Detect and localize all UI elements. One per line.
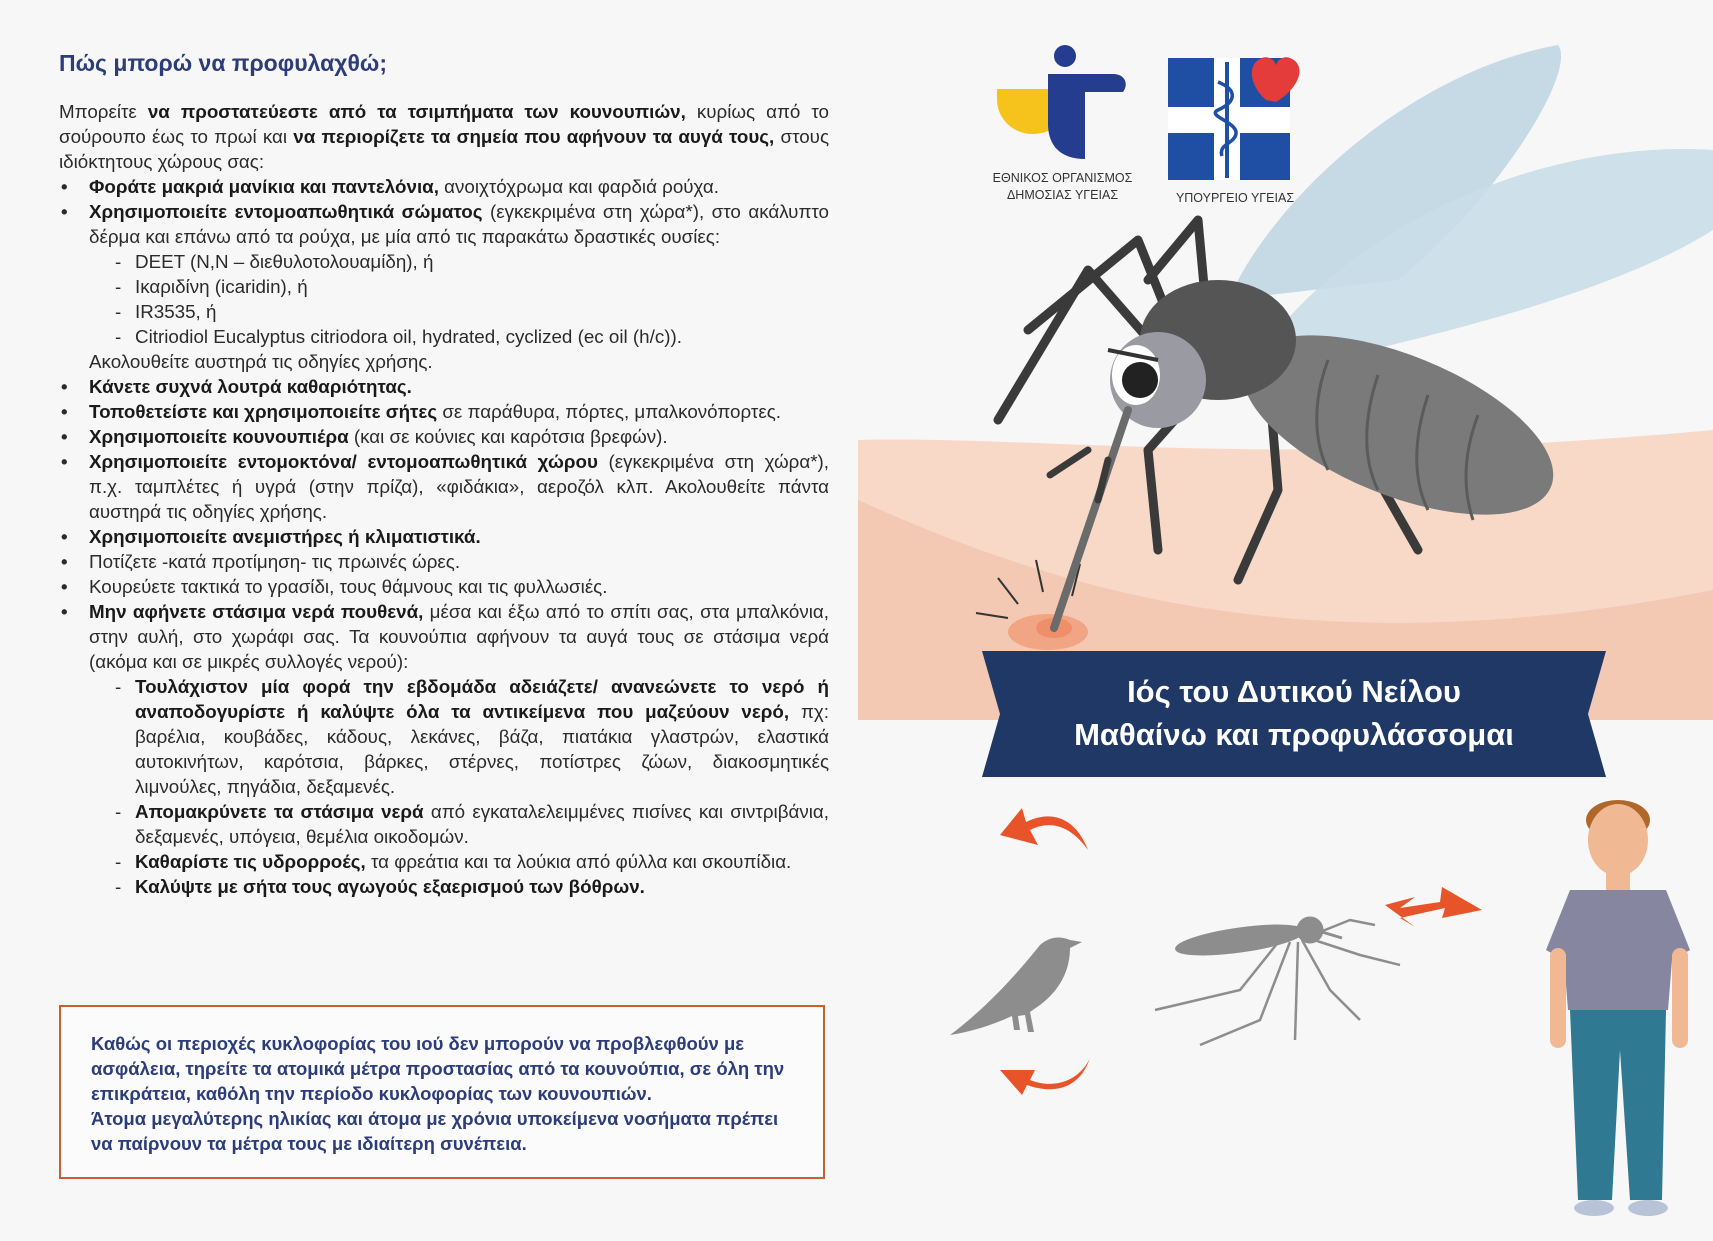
sub-item bbox=[105, 674, 829, 799]
callout-sentence: Καθώς οι περιοχές κυκλοφορίας του ιού δεν μπορούν να προβλεφθούν με ασφάλεια, τηρείτε τα ατομικά μέτρα προστασίας από τα κουνούπια, σε όλη την επικράτεια, καθόλη την περίοδο κυκλοφορίας των κουνουπιών. bbox=[91, 1033, 785, 1104]
arrow-bird-to-mosquito-icon bbox=[1000, 808, 1088, 850]
eody-caption-line: ΕΘΝΙΚΟΣ ΟΡΓΑΝΙΣΜΟΣ bbox=[992, 171, 1133, 185]
item-bold: Τοποθετείστε και χρησιμοποιείτε σήτες bbox=[89, 401, 438, 422]
usage-note: Ακολουθείτε αυστηρά τις οδηγίες χρήσης. bbox=[89, 351, 433, 372]
item-bold: Απομακρύνετε τα στάσιμα νερά bbox=[135, 801, 424, 822]
item-text: (και σε κούνιες και καρότσια βρεφών). bbox=[348, 426, 668, 447]
intro-paragraph bbox=[59, 99, 829, 174]
item-text: τα φρεάτια και τα λούκια από φύλλα και σκουπίδια. bbox=[365, 851, 792, 872]
banner-title-line1: Ιός του Δυτικού Νείλου bbox=[1127, 674, 1461, 709]
item-bold: Κάνετε συχνά λουτρά καθαριότητας. bbox=[89, 376, 412, 397]
sub-item bbox=[105, 874, 829, 899]
ministry-caption: ΥΠΟΥΡΓΕΙΟ ΥΓΕΙΑΣ bbox=[1175, 191, 1295, 205]
repellent-substances-list bbox=[89, 249, 829, 349]
title-banner bbox=[982, 651, 1606, 777]
item-bold: Καθαρίστε τις υδρορροές, bbox=[135, 851, 366, 872]
item-text: μέσα και έξω από το σπίτι σας, στα μπαλκόνια, στην αυλή, στο χωράφι σας. Τα κουνούπια αφήνουν τα αυγά τους σε στάσιμα νερά (ακόμα και σε μικρές συλλογές νερού): bbox=[89, 601, 829, 672]
eody-caption-line: ΔΗΜΟΣΙΑΣ ΥΓΕΙΑΣ bbox=[1006, 188, 1119, 202]
item-bold: Φοράτε μακριά μανίκια και παντελόνια, bbox=[89, 176, 439, 197]
item-text: σε παράθυρα, πόρτες, μπαλκονόπορτες. bbox=[437, 401, 781, 422]
list-item bbox=[59, 199, 829, 374]
item-text: (εγκεκριμένα στη χώρα*), π.χ. ταμπλέτες ή υγρά (στην πρίζα), «φιδάκια», αεροζόλ κλπ. Ακολουθείτε πάντα αυστηρά τις οδηγίες χρήσης. bbox=[89, 451, 829, 522]
intro-text: Μπορείτε bbox=[59, 101, 148, 122]
list-item bbox=[59, 399, 829, 424]
sub-item bbox=[105, 799, 829, 849]
item-bold: Χρησιμοποιείτε ανεμιστήρες ή κλιματιστικά. bbox=[89, 526, 481, 547]
arrow-mosquito-to-bird-icon bbox=[1000, 1058, 1090, 1095]
sub-item: - Citriodiol Eucalyptus citriodora oil, hydrated, cyclized (ec oil (h/c)). bbox=[105, 324, 829, 349]
intro-text: στους ιδιόκτητους χώρους σας: bbox=[59, 126, 829, 172]
list-item bbox=[59, 449, 829, 524]
page-heading: Πώς μπορώ να προφυλαχθώ; bbox=[59, 50, 387, 76]
human-figure bbox=[1546, 800, 1690, 1216]
item-text: (εγκεκριμένα στη χώρα*), στο ακάλυπτο δέρμα και επάνω από τα ρούχα, με μία από τις παρακάτω δραστικές ουσίες: bbox=[89, 201, 829, 247]
item-bold: Τουλάχιστον μία φορά την εβδομάδα αδειάζετε/ ανανεώνετε το νερό ή αναποδογυρίστε ή καλύψτε όλα τα αντικείμενα που μαζεύουν νερό, bbox=[135, 676, 829, 722]
list-item bbox=[59, 524, 829, 549]
sub-item: - IR3535, ή bbox=[105, 299, 829, 324]
item-text: πχ: βαρέλια, κουβάδες, κάδους, λεκάνες, βάζα, πιατάκια γλαστρών, ελαστικά αυτοκινήτων, καρότσια, βάρκες, στέρνες, ποτίστρες ζώων, διακοσμητικές λιμνούλες, πηγάδια, δεξαμενές. bbox=[135, 701, 829, 797]
list-item bbox=[59, 599, 829, 899]
list-item bbox=[59, 424, 829, 449]
callout-text bbox=[91, 1031, 795, 1156]
item-text: από εγκαταλελειμμένες πισίνες και σιντριβάνια, δεξαμενές, υπόγεια, θεμέλια οικοδομών. bbox=[135, 801, 830, 847]
item-bold: Χρησιμοποιείτε εντομοκτόνα/ εντομοαπωθητικά χώρου bbox=[89, 451, 598, 472]
left-column bbox=[59, 50, 829, 899]
banner-title-line2: Μαθαίνω και προφυλάσσομαι bbox=[1074, 717, 1514, 752]
sub-item: - Ικαριδίνη (icaridin), ή bbox=[105, 274, 829, 299]
sub-item: - DEET (N,N – διεθυλοτολουαμίδη), ή bbox=[105, 249, 829, 274]
item-bold: Μην αφήνετε στάσιμα νερά πουθενά, bbox=[89, 601, 424, 622]
stagnant-water-list bbox=[89, 674, 829, 899]
bird-icon bbox=[950, 938, 1082, 1035]
list-item bbox=[59, 374, 829, 399]
callout-sentence: Άτομα μεγαλύτερης ηλικίας και άτομα με χρόνια υποκείμενα νοσήματα πρέπει να παίρνουν τα μέτρα τους με ιδιαίτερη συνέπεια. bbox=[91, 1108, 779, 1154]
callout-box bbox=[59, 1005, 825, 1179]
item-bold: Καλύψτε με σήτα τους αγωγούς εξαερισμού των βόθρων. bbox=[135, 876, 645, 897]
list-item: • Ποτίζετε -κατά προτίμηση- τις πρωινές ώρες. bbox=[59, 549, 829, 574]
list-item: • Κουρεύετε τακτικά το γρασίδι, τους θάμνους και τις φυλλωσιές. bbox=[59, 574, 829, 599]
eody-logo bbox=[993, 44, 1133, 164]
small-mosquito-icon bbox=[1155, 917, 1400, 1045]
intro-bold: να περιορίζετε τα σημεία που αφήνουν τα αυγά τους, bbox=[293, 126, 775, 147]
protection-list bbox=[59, 174, 829, 899]
intro-bold: να προστατεύεστε από τα τσιμπήματα των κουνουπιών, bbox=[147, 101, 686, 122]
item-bold: Χρησιμοποιείτε εντομοαπωθητικά σώματος bbox=[89, 201, 483, 222]
item-text: ανοιχτόχρωμα και φαρδιά ρούχα. bbox=[438, 176, 719, 197]
ministry-logo bbox=[1166, 52, 1306, 182]
arrow-to-human-icon bbox=[1385, 887, 1482, 927]
list-item bbox=[59, 174, 829, 199]
item-bold: Χρησιμοποιείτε κουνουπιέρα bbox=[89, 426, 349, 447]
sub-item bbox=[105, 849, 829, 874]
eody-caption bbox=[975, 170, 1150, 204]
transmission-cycle bbox=[930, 790, 1713, 1240]
intro-text: κυρίως από το σούρουπο έως το πρωί και bbox=[59, 101, 829, 147]
